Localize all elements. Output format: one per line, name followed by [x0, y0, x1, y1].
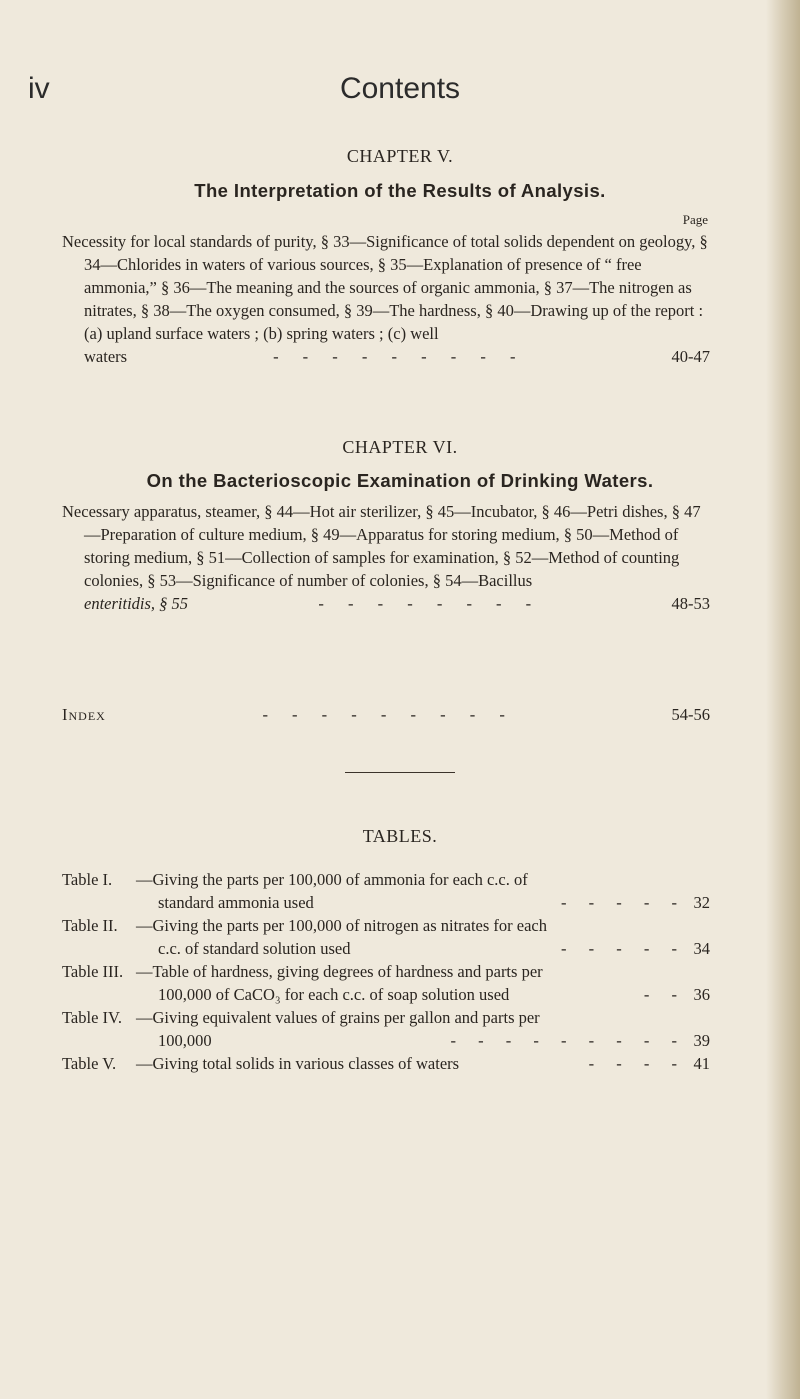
chapter-5-last-text: waters: [84, 347, 128, 366]
table-description-cont: c.c. of standard solution used: [158, 939, 351, 958]
table-label: Table V.: [62, 1054, 117, 1073]
chapter-5-leader: - - - - - - - - -: [273, 347, 526, 366]
table-leader: - - - - - - - - -: [450, 1031, 686, 1050]
page-folio: iv: [28, 72, 50, 105]
index-label: Index: [62, 705, 106, 724]
chapter-5-last-line: [62, 345, 710, 368]
table-description: —Giving the parts per 100,000 of ammonia for each c.c. of: [136, 870, 528, 889]
table-page: 32: [693, 893, 710, 912]
chapter-6-last-line: [62, 592, 710, 615]
table-leader: - - - - -: [561, 893, 686, 912]
table-leader: - - - -: [588, 1054, 686, 1073]
table-description-cont: 100,000: [158, 1031, 212, 1050]
chapter-6-heading: CHAPTER VI.: [342, 437, 458, 457]
table-label: Table III.: [62, 962, 124, 981]
page-column-label: Page: [682, 212, 708, 227]
table-description: —Giving equivalent values of grains per gallon and parts per: [136, 1008, 540, 1027]
chapter-5-contents: [62, 230, 710, 368]
index-pages: 54-56: [671, 705, 710, 724]
page-edge-shadow: [766, 0, 800, 1399]
tables-list: [62, 868, 710, 1075]
chapter-6-contents: [62, 500, 710, 615]
table-page: 34: [693, 939, 710, 958]
page-header: [0, 58, 800, 118]
table-row: [62, 868, 710, 914]
table-page: 39: [693, 1031, 710, 1050]
index-leader: - - - - - - - - -: [262, 705, 515, 724]
table-page: 41: [693, 1054, 710, 1073]
chapter-5-summary: Necessity for local standards of purity, § 33—Significance of total solids dependent on geology, § 34—Chlorides in waters of various sources, § 35—Explanation of presence of “ free ammonia,” § 36—The meaning and the sources of organic ammonia, § 37—The nitrogen as nitrates, § 38—The oxygen consumed, § 39—The hardness, § 40—Drawing up of the report : (a) upland surface waters ; (b) spring waters ; (c) well: [62, 232, 708, 343]
table-row: [62, 960, 710, 1006]
chapter-6-leader: - - - - - - - -: [318, 594, 542, 613]
table-label: Table I.: [62, 870, 113, 889]
chapter-6-title: On the Bacterioscopic Examination of Drinking Waters.: [146, 470, 654, 491]
table-label: Table II.: [62, 916, 118, 935]
table-description: —Table of hardness, giving degrees of hardness and parts per: [136, 962, 543, 981]
table-page: 36: [693, 985, 710, 1004]
table-row: [62, 914, 710, 960]
tables-heading: TABLES.: [362, 826, 438, 846]
running-title: Contents: [339, 72, 461, 105]
table-label: Table IV.: [62, 1008, 122, 1027]
chapter-5-title: The Interpretation of the Results of Analysis.: [194, 180, 606, 201]
table-row: [62, 1052, 710, 1075]
table-leader: - - - - -: [561, 939, 686, 958]
table-description-cont: standard ammonia used: [158, 893, 314, 912]
chapter-6-summary: Necessary apparatus, steamer, § 44—Hot air sterilizer, § 45—Incubator, § 46—Petri dishes, § 47—Preparation of culture medium, § 49—Apparatus for storing medium, § 50—Method of storing medium, § 51—Collection of samples for examination, § 52—Method of counting colonies, § 53—Significance of number of colonies, § 54—Bacillus: [62, 502, 701, 590]
table-leader: - -: [643, 985, 686, 1004]
chapter-6-last-text: enteritidis, § 55: [84, 594, 189, 613]
section-divider: [345, 772, 455, 773]
table-row: [62, 1006, 710, 1052]
table-description: —Giving total solids in various classes of waters: [136, 1054, 460, 1073]
chapter-5-pages: 40-47: [671, 347, 710, 366]
index-entry: [62, 705, 710, 725]
table-description: —Giving the parts per 100,000 of nitrogen as nitrates for each: [136, 916, 548, 935]
chapter-5-heading: CHAPTER V.: [346, 146, 454, 166]
table-description-cont: 100,000 of CaCO₃ for each c.c. of soap solution used: [158, 985, 510, 1004]
chapter-6-pages: 48-53: [671, 594, 710, 613]
